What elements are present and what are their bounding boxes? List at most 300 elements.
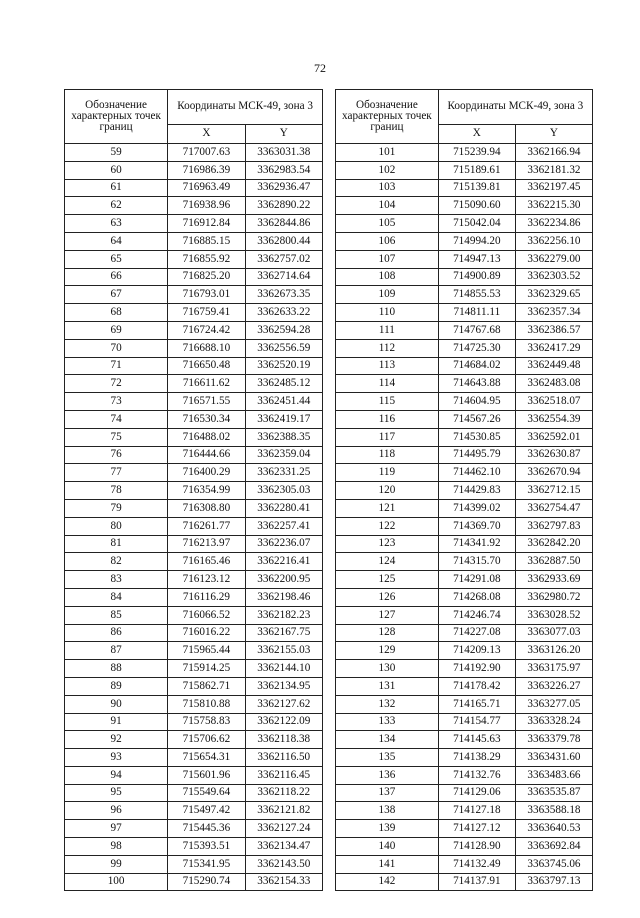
point-label-cell: 97 (65, 820, 168, 838)
x-coordinate-cell: 714209.13 (438, 642, 515, 660)
y-coordinate-cell: 3362980.72 (515, 588, 592, 606)
x-coordinate-cell: 715042.04 (438, 215, 515, 233)
x-coordinate-cell: 715239.94 (438, 144, 515, 162)
y-coordinate-cell: 3362234.86 (515, 215, 592, 233)
x-coordinate-cell: 714246.74 (438, 606, 515, 624)
x-coordinate-cell: 716650.48 (168, 357, 245, 375)
point-label-cell: 87 (65, 642, 168, 660)
y-coordinate-cell: 3362933.69 (515, 571, 592, 589)
y-coordinate-cell: 3362182.23 (245, 606, 322, 624)
point-label-cell: 113 (336, 357, 439, 375)
x-coordinate-cell: 716165.46 (168, 553, 245, 571)
y-coordinate-cell: 3363031.38 (245, 144, 322, 162)
y-coordinate-cell: 3362134.95 (245, 677, 322, 695)
y-coordinate-cell: 3362116.45 (245, 766, 322, 784)
point-label-cell: 135 (336, 749, 439, 767)
coordinates-table-right (335, 89, 593, 891)
point-label-cell: 86 (65, 624, 168, 642)
table-row (336, 232, 593, 250)
point-label-cell: 137 (336, 784, 439, 802)
point-label-cell: 99 (65, 855, 168, 873)
point-label-cell: 118 (336, 446, 439, 464)
y-coordinate-cell: 3362256.10 (515, 232, 592, 250)
point-label-cell: 70 (65, 339, 168, 357)
point-label-cell: 101 (336, 144, 439, 162)
table-row (65, 499, 323, 517)
x-coordinate-cell: 716488.02 (168, 428, 245, 446)
table-row (65, 766, 323, 784)
y-coordinate-cell: 3362800.44 (245, 232, 322, 250)
table-row (336, 838, 593, 856)
table-row (65, 749, 323, 767)
y-coordinate-cell: 3362155.03 (245, 642, 322, 660)
table-row (336, 161, 593, 179)
point-label-cell: 115 (336, 393, 439, 411)
point-label-cell: 111 (336, 321, 439, 339)
x-coordinate-cell: 716066.52 (168, 606, 245, 624)
y-coordinate-cell: 3363588.18 (515, 802, 592, 820)
x-coordinate-cell: 716963.49 (168, 179, 245, 197)
y-coordinate-cell: 3362359.04 (245, 446, 322, 464)
x-coordinate-cell: 714811.11 (438, 304, 515, 322)
x-coordinate-cell: 714315.70 (438, 553, 515, 571)
table-row (65, 571, 323, 589)
y-coordinate-cell: 3362757.02 (245, 250, 322, 268)
x-coordinate-cell: 716261.77 (168, 517, 245, 535)
y-coordinate-cell: 3362257.41 (245, 517, 322, 535)
y-coordinate-cell: 3362200.95 (245, 571, 322, 589)
x-coordinate-cell: 715290.74 (168, 873, 245, 891)
table-row (336, 375, 593, 393)
table-row (65, 642, 323, 660)
table-row (336, 410, 593, 428)
table-row (65, 197, 323, 215)
table-row (65, 820, 323, 838)
point-label-cell: 79 (65, 499, 168, 517)
y-coordinate-cell: 3362449.48 (515, 357, 592, 375)
table-row (336, 588, 593, 606)
table-row (65, 357, 323, 375)
table-row (336, 250, 593, 268)
x-coordinate-cell: 714291.08 (438, 571, 515, 589)
table-row (336, 820, 593, 838)
x-coordinate-cell: 715914.25 (168, 660, 245, 678)
y-coordinate-cell: 3362167.75 (245, 624, 322, 642)
table-row (336, 499, 593, 517)
y-coordinate-cell: 3362630.87 (515, 446, 592, 464)
x-coordinate-cell: 714725.30 (438, 339, 515, 357)
table-row (65, 517, 323, 535)
y-coordinate-cell: 3362887.50 (515, 553, 592, 571)
x-coordinate-cell: 716530.34 (168, 410, 245, 428)
table-row (336, 517, 593, 535)
point-label-cell: 66 (65, 268, 168, 286)
x-coordinate-cell: 715758.83 (168, 713, 245, 731)
point-label-cell: 62 (65, 197, 168, 215)
y-coordinate-cell: 3362127.62 (245, 695, 322, 713)
y-coordinate-cell: 3362127.24 (245, 820, 322, 838)
table-row (336, 286, 593, 304)
y-coordinate-cell: 3362116.50 (245, 749, 322, 767)
x-coordinate-cell: 714268.08 (438, 588, 515, 606)
point-label-cell: 80 (65, 517, 168, 535)
point-label-cell: 78 (65, 482, 168, 500)
table-row (336, 802, 593, 820)
x-coordinate-cell: 714127.18 (438, 802, 515, 820)
point-label-cell: 94 (65, 766, 168, 784)
point-label-cell: 92 (65, 731, 168, 749)
y-coordinate-cell: 3363277.05 (515, 695, 592, 713)
x-coordinate-cell: 714128.90 (438, 838, 515, 856)
point-label-cell: 84 (65, 588, 168, 606)
x-coordinate-cell: 714994.20 (438, 232, 515, 250)
x-coordinate-cell: 716724.42 (168, 321, 245, 339)
point-label-cell: 91 (65, 713, 168, 731)
point-label-cell: 59 (65, 144, 168, 162)
x-coordinate-cell: 716611.62 (168, 375, 245, 393)
x-coordinate-cell: 716855.92 (168, 250, 245, 268)
table-row (65, 393, 323, 411)
point-label-cell: 140 (336, 838, 439, 856)
y-coordinate-cell: 3362673.35 (245, 286, 322, 304)
point-label-cell: 116 (336, 410, 439, 428)
y-coordinate-cell: 3362419.17 (245, 410, 322, 428)
table-row (65, 731, 323, 749)
y-coordinate-cell: 3362215.30 (515, 197, 592, 215)
point-label-cell: 139 (336, 820, 439, 838)
x-coordinate-cell: 717007.63 (168, 144, 245, 162)
table-row (336, 766, 593, 784)
y-coordinate-cell: 3363797.13 (515, 873, 592, 891)
y-coordinate-cell: 3362166.94 (515, 144, 592, 162)
point-label-cell: 105 (336, 215, 439, 233)
point-label-cell: 128 (336, 624, 439, 642)
x-coordinate-cell: 716793.01 (168, 286, 245, 304)
table-row (65, 179, 323, 197)
table-row (336, 304, 593, 322)
point-label-cell: 67 (65, 286, 168, 304)
x-coordinate-cell: 714855.53 (438, 286, 515, 304)
y-coordinate-cell: 3362714.64 (245, 268, 322, 286)
column-header-x: X (168, 124, 245, 143)
point-label-cell: 142 (336, 873, 439, 891)
point-label-cell: 133 (336, 713, 439, 731)
table-row (336, 144, 593, 162)
table-row (65, 588, 323, 606)
point-label-cell: 106 (336, 232, 439, 250)
point-label-cell: 69 (65, 321, 168, 339)
x-coordinate-cell: 716444.66 (168, 446, 245, 464)
x-coordinate-cell: 714684.02 (438, 357, 515, 375)
point-label-cell: 141 (336, 855, 439, 873)
x-coordinate-cell: 715189.61 (438, 161, 515, 179)
column-header-y: Y (245, 124, 322, 143)
y-coordinate-cell: 3362216.41 (245, 553, 322, 571)
table-row (336, 357, 593, 375)
table-row (336, 268, 593, 286)
table-row (65, 713, 323, 731)
x-coordinate-cell: 716885.15 (168, 232, 245, 250)
x-coordinate-cell: 715601.96 (168, 766, 245, 784)
point-label-cell: 102 (336, 161, 439, 179)
x-coordinate-cell: 714154.77 (438, 713, 515, 731)
y-coordinate-cell: 3362594.28 (245, 321, 322, 339)
x-coordinate-cell: 715090.60 (438, 197, 515, 215)
point-label-cell: 108 (336, 268, 439, 286)
x-coordinate-cell: 714495.79 (438, 446, 515, 464)
point-label-cell: 93 (65, 749, 168, 767)
x-coordinate-cell: 714462.10 (438, 464, 515, 482)
x-coordinate-cell: 715497.42 (168, 802, 245, 820)
y-coordinate-cell: 3362556.59 (245, 339, 322, 357)
y-coordinate-cell: 3362279.00 (515, 250, 592, 268)
table-row (65, 677, 323, 695)
y-coordinate-cell: 3362134.47 (245, 838, 322, 856)
x-coordinate-cell: 715393.51 (168, 838, 245, 856)
table-row (65, 250, 323, 268)
y-coordinate-cell: 3363431.60 (515, 749, 592, 767)
point-label-cell: 75 (65, 428, 168, 446)
x-coordinate-cell: 714643.88 (438, 375, 515, 393)
x-coordinate-cell: 715139.81 (438, 179, 515, 197)
point-label-cell: 88 (65, 660, 168, 678)
y-coordinate-cell: 3363328.24 (515, 713, 592, 731)
y-coordinate-cell: 3363126.20 (515, 642, 592, 660)
point-label-cell: 100 (65, 873, 168, 891)
y-coordinate-cell: 3362357.34 (515, 304, 592, 322)
x-coordinate-cell: 714165.71 (438, 695, 515, 713)
x-coordinate-cell: 716825.20 (168, 268, 245, 286)
table-row (65, 802, 323, 820)
y-coordinate-cell: 3362154.33 (245, 873, 322, 891)
y-coordinate-cell: 3363692.84 (515, 838, 592, 856)
point-label-cell: 129 (336, 642, 439, 660)
y-coordinate-cell: 3362483.08 (515, 375, 592, 393)
table-row (65, 232, 323, 250)
point-label-cell: 77 (65, 464, 168, 482)
point-label-cell: 85 (65, 606, 168, 624)
y-coordinate-cell: 3362118.38 (245, 731, 322, 749)
x-coordinate-cell: 716938.96 (168, 197, 245, 215)
table-row (65, 553, 323, 571)
x-coordinate-cell: 714127.12 (438, 820, 515, 838)
x-coordinate-cell: 716016.22 (168, 624, 245, 642)
x-coordinate-cell: 714138.29 (438, 749, 515, 767)
y-coordinate-cell: 3362633.22 (245, 304, 322, 322)
x-coordinate-cell: 714178.42 (438, 677, 515, 695)
x-coordinate-cell: 714132.49 (438, 855, 515, 873)
table-row (65, 838, 323, 856)
y-coordinate-cell: 3363483.66 (515, 766, 592, 784)
x-coordinate-cell: 714145.63 (438, 731, 515, 749)
table-row (336, 535, 593, 553)
point-label-cell: 65 (65, 250, 168, 268)
table-row (336, 731, 593, 749)
y-coordinate-cell: 3362485.12 (245, 375, 322, 393)
x-coordinate-cell: 714369.70 (438, 517, 515, 535)
y-coordinate-cell: 3363535.87 (515, 784, 592, 802)
y-coordinate-cell: 3363028.52 (515, 606, 592, 624)
table-row (336, 197, 593, 215)
table-row (336, 695, 593, 713)
point-label-cell: 136 (336, 766, 439, 784)
x-coordinate-cell: 716986.39 (168, 161, 245, 179)
x-coordinate-cell: 716759.41 (168, 304, 245, 322)
table-row (65, 695, 323, 713)
point-label-cell: 73 (65, 393, 168, 411)
x-coordinate-cell: 715706.62 (168, 731, 245, 749)
x-coordinate-cell: 714129.06 (438, 784, 515, 802)
x-coordinate-cell: 715862.71 (168, 677, 245, 695)
table-row (65, 410, 323, 428)
y-coordinate-cell: 3363640.53 (515, 820, 592, 838)
table-row (336, 873, 593, 891)
x-coordinate-cell: 714429.83 (438, 482, 515, 500)
table-row (336, 428, 593, 446)
y-coordinate-cell: 3362305.03 (245, 482, 322, 500)
table-row (65, 375, 323, 393)
point-label-cell: 71 (65, 357, 168, 375)
x-coordinate-cell: 714767.68 (438, 321, 515, 339)
y-coordinate-cell: 3362592.01 (515, 428, 592, 446)
table-row (65, 286, 323, 304)
y-coordinate-cell: 3362712.15 (515, 482, 592, 500)
x-coordinate-cell: 716688.10 (168, 339, 245, 357)
table-row (65, 464, 323, 482)
point-label-cell: 81 (65, 535, 168, 553)
table-row (336, 784, 593, 802)
y-coordinate-cell: 3362329.65 (515, 286, 592, 304)
coordinates-table-left (64, 89, 323, 891)
point-label-cell: 124 (336, 553, 439, 571)
y-coordinate-cell: 3362754.47 (515, 499, 592, 517)
x-coordinate-cell: 714900.89 (438, 268, 515, 286)
table-row (65, 873, 323, 891)
table-row (336, 749, 593, 767)
point-label-cell: 134 (336, 731, 439, 749)
table-row (65, 535, 323, 553)
y-coordinate-cell: 3362983.54 (245, 161, 322, 179)
x-coordinate-cell: 714567.26 (438, 410, 515, 428)
x-coordinate-cell: 714192.90 (438, 660, 515, 678)
y-coordinate-cell: 3362670.94 (515, 464, 592, 482)
table-row (336, 464, 593, 482)
x-coordinate-cell: 716912.84 (168, 215, 245, 233)
column-header-point-label: Обозначение характерных точек границ (336, 90, 439, 144)
table-row (336, 482, 593, 500)
point-label-cell: 112 (336, 339, 439, 357)
table-row (65, 660, 323, 678)
x-coordinate-cell: 714227.08 (438, 624, 515, 642)
table-row (336, 677, 593, 695)
y-coordinate-cell: 3362121.82 (245, 802, 322, 820)
x-coordinate-cell: 716571.55 (168, 393, 245, 411)
y-coordinate-cell: 3362520.19 (245, 357, 322, 375)
column-header-point-label: Обозначение характерных точек границ (65, 90, 168, 144)
x-coordinate-cell: 715549.64 (168, 784, 245, 802)
y-coordinate-cell: 3362890.22 (245, 197, 322, 215)
point-label-cell: 82 (65, 553, 168, 571)
point-label-cell: 127 (336, 606, 439, 624)
y-coordinate-cell: 3362143.50 (245, 855, 322, 873)
point-label-cell: 110 (336, 304, 439, 322)
point-label-cell: 125 (336, 571, 439, 589)
column-header-x: X (438, 124, 515, 143)
x-coordinate-cell: 714132.76 (438, 766, 515, 784)
y-coordinate-cell: 3362386.57 (515, 321, 592, 339)
table-row (65, 161, 323, 179)
table-row (65, 784, 323, 802)
y-coordinate-cell: 3362797.83 (515, 517, 592, 535)
table-row (336, 553, 593, 571)
point-label-cell: 61 (65, 179, 168, 197)
table-row (336, 321, 593, 339)
point-label-cell: 130 (336, 660, 439, 678)
x-coordinate-cell: 714341.92 (438, 535, 515, 553)
table-row (65, 855, 323, 873)
table-row (336, 179, 593, 197)
table-row (336, 215, 593, 233)
y-coordinate-cell: 3362198.46 (245, 588, 322, 606)
table-row (65, 304, 323, 322)
point-label-cell: 89 (65, 677, 168, 695)
point-label-cell: 103 (336, 179, 439, 197)
y-coordinate-cell: 3363379.78 (515, 731, 592, 749)
point-label-cell: 76 (65, 446, 168, 464)
x-coordinate-cell: 714137.91 (438, 873, 515, 891)
table-row (336, 855, 593, 873)
y-coordinate-cell: 3362842.20 (515, 535, 592, 553)
point-label-cell: 126 (336, 588, 439, 606)
table-row (65, 446, 323, 464)
x-coordinate-cell: 715810.88 (168, 695, 245, 713)
y-coordinate-cell: 3363077.03 (515, 624, 592, 642)
point-label-cell: 132 (336, 695, 439, 713)
point-label-cell: 114 (336, 375, 439, 393)
point-label-cell: 64 (65, 232, 168, 250)
y-coordinate-cell: 3362451.44 (245, 393, 322, 411)
table-row (336, 624, 593, 642)
point-label-cell: 109 (336, 286, 439, 304)
x-coordinate-cell: 716354.99 (168, 482, 245, 500)
point-label-cell: 83 (65, 571, 168, 589)
table-row (65, 268, 323, 286)
x-coordinate-cell: 715445.36 (168, 820, 245, 838)
point-label-cell: 117 (336, 428, 439, 446)
y-coordinate-cell: 3362417.29 (515, 339, 592, 357)
y-coordinate-cell: 3362236.07 (245, 535, 322, 553)
x-coordinate-cell: 714604.95 (438, 393, 515, 411)
y-coordinate-cell: 3362331.25 (245, 464, 322, 482)
table-row (65, 606, 323, 624)
y-coordinate-cell: 3363745.06 (515, 855, 592, 873)
x-coordinate-cell: 715965.44 (168, 642, 245, 660)
point-label-cell: 72 (65, 375, 168, 393)
y-coordinate-cell: 3362122.09 (245, 713, 322, 731)
page-number: 72 (314, 61, 326, 75)
point-label-cell: 90 (65, 695, 168, 713)
table-row (336, 339, 593, 357)
y-coordinate-cell: 3362181.32 (515, 161, 592, 179)
table-row (65, 482, 323, 500)
y-coordinate-cell: 3362118.22 (245, 784, 322, 802)
y-coordinate-cell: 3362518.07 (515, 393, 592, 411)
point-label-cell: 122 (336, 517, 439, 535)
point-label-cell: 96 (65, 802, 168, 820)
y-coordinate-cell: 3362280.41 (245, 499, 322, 517)
table-row (65, 339, 323, 357)
y-coordinate-cell: 3362936.47 (245, 179, 322, 197)
